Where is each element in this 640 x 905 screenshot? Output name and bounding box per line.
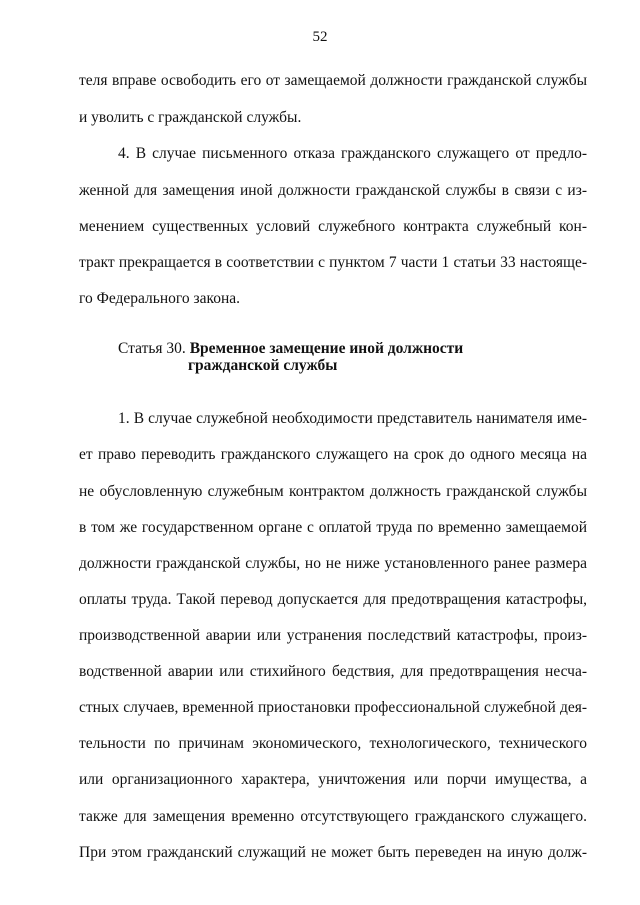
text-line: также для замещения временно отсутствующего гражданского служащего. [79,808,587,825]
text-line: ет право переводить гражданского служащего на срок до одного месяца на [79,446,587,463]
text-line: тельности по причинам экономического, технологического, технического [79,735,587,752]
text-line: менением существенных условий служебного контракта служебный кон- [79,218,587,235]
article-prefix: Статья 30. [118,340,186,357]
text-line: или организационного характера, уничтожения или порчи имущества, а [79,771,587,788]
text-line: тракт прекращается в соответствии с пунктом 7 части 1 статьи 33 настояще- [79,254,587,271]
text-line: должности гражданской службы, но не ниже установленного ранее размера [79,555,587,572]
text-line: оплаты труда. Такой перевод допускается для предотвращения катастрофы, [79,591,587,608]
text-line: теля вправе освободить его от замещаемой должности гражданской службы [79,72,587,89]
text-line: в том же государственном органе с оплатой труда по временно замещаемой [79,519,587,536]
text-line: и уволить с гражданской службы. [79,109,302,126]
text-line: производственной аварии или устранения последствий катастрофы, произ- [79,627,587,644]
text-line: При этом гражданский служащий не может быть переведен на иную долж- [79,844,587,861]
text-line: водственной аварии или стихийного бедствия, для предотвращения несча- [79,663,587,680]
text-line: 4. В случае письменного отказа гражданского служащего от предло- [118,145,587,162]
text-line: го Федерального закона. [79,290,241,307]
text-line: женной для замещения иной должности гражданской службы в связи с из- [79,182,587,199]
text-line: 1. В случае служебной необходимости представитель нанимателя име- [118,410,587,427]
text-line: стных случаев, временной приостановки профессиональной служебной дея- [79,699,587,716]
text-line: не обусловленную служебным контрактом должность гражданской службы [79,483,587,500]
article-title-continued: гражданской службы [188,357,338,374]
page-number: 52 [312,29,328,45]
article-title: Временное замещение иной должности [189,340,464,357]
